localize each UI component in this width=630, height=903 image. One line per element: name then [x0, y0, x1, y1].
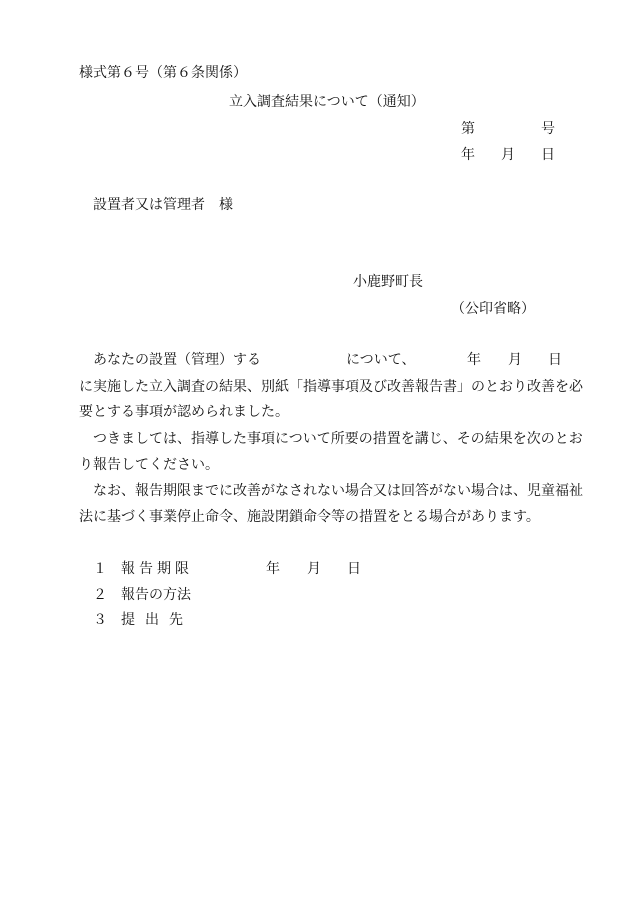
seal-omitted-note: （公印省略）	[451, 301, 535, 317]
body-line-7: 法に基づく事業停止命令、施設閉鎖命令等の措置をとる場合があります。	[79, 509, 540, 525]
addressee: 設置者又は管理者 様	[93, 197, 233, 213]
body-line-1-start: あなたの設置（管理）する	[93, 352, 261, 368]
body-line-1-month: 月	[508, 352, 522, 368]
document-number-prefix: 第	[461, 121, 475, 137]
item-number: １	[93, 561, 107, 577]
form-number: 様式第６号（第６条関係）	[79, 65, 247, 81]
date-day-label: 日	[541, 147, 555, 163]
body-line-1-year: 年	[467, 352, 481, 368]
item-deadline-year: 年	[266, 561, 280, 577]
item-deadline-day: 日	[347, 561, 361, 577]
document-title: 立入調査結果について（通知）	[229, 94, 425, 110]
item-number: ３	[93, 612, 107, 628]
item-deadline-month: 月	[307, 561, 321, 577]
body-line-5: り報告してください。	[79, 457, 219, 473]
body-line-1-day: 日	[548, 352, 562, 368]
body-line-3: 要とする事項が認められました。	[79, 404, 289, 420]
body-line-1-middle: について、	[346, 352, 416, 368]
issuer-name: 小鹿野町長	[353, 274, 423, 290]
date-year-label: 年	[461, 147, 475, 163]
document-number-suffix: 号	[541, 121, 555, 137]
body-line-2: に実施した立入調査の結果、別紙「指導事項及び改善報告書」のとおり改善を必	[79, 379, 583, 395]
item-number: ２	[93, 587, 107, 603]
date-month-label: 月	[501, 147, 515, 163]
body-line-6: なお、報告期限までに改善がなされない場合又は回答がない場合は、児童福祉	[93, 483, 583, 499]
item-label-report-deadline: 報告期限	[121, 561, 193, 577]
body-line-4: つきましては、指導した事項について所要の措置を講じ、その結果を次のとお	[93, 431, 583, 447]
item-label-report-method: 報告の方法	[121, 587, 191, 603]
item-label-submission-destination: 提出先	[121, 612, 193, 628]
